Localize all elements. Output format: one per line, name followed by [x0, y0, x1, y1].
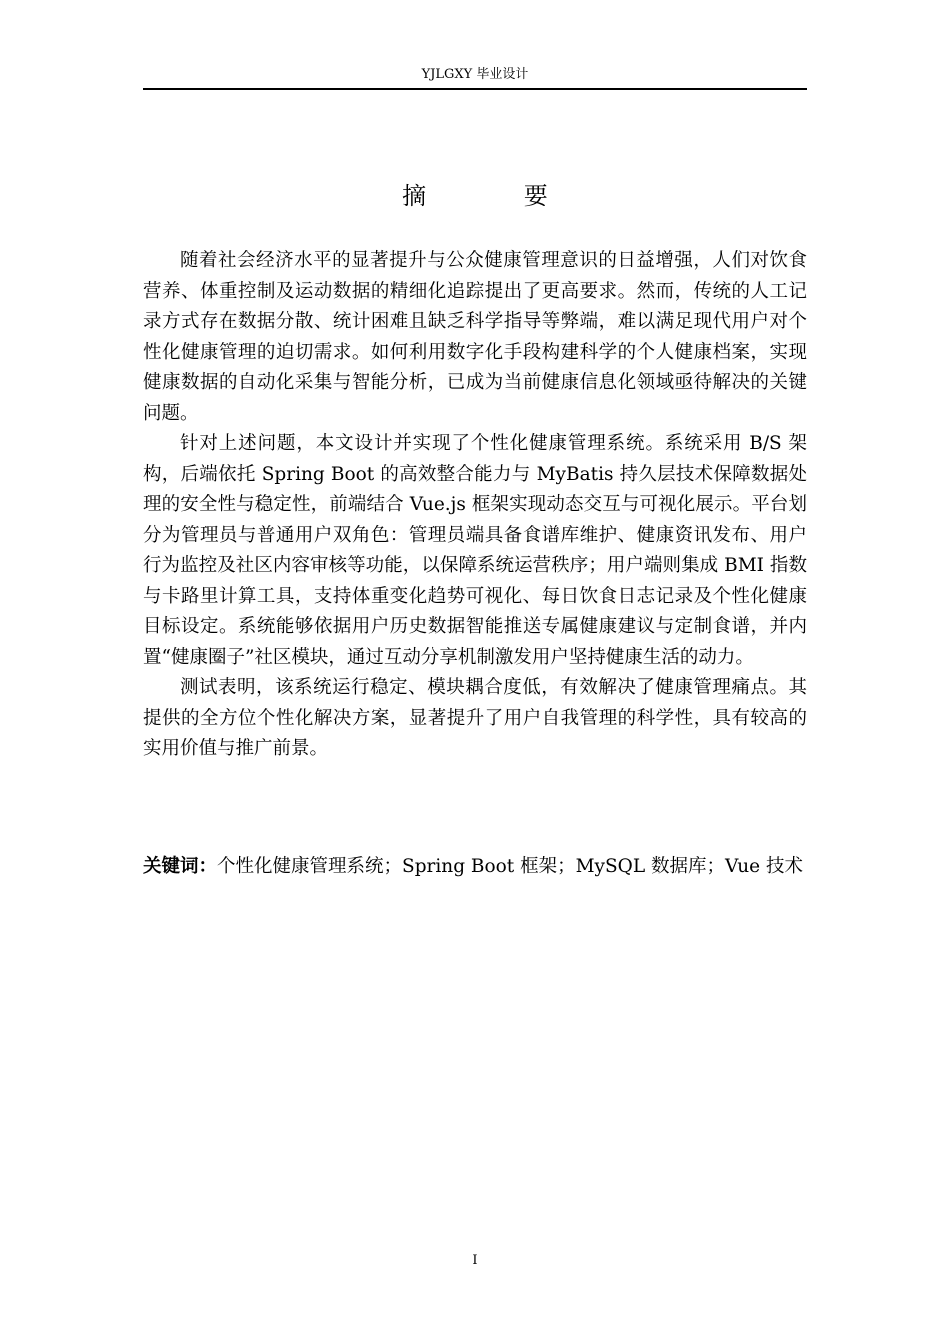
- keywords-text: 个性化健康管理系统；Spring Boot 框架；MySQL 数据库；Vue 技术: [217, 856, 803, 877]
- abstract-paragraph-1: 随着社会经济水平的显著提升与公众健康管理意识的日益增强，人们对饮食营养、体重控制及运动数据的精细化追踪提出了更高要求。然而，传统的人工记录方式存在数据分散、统计困难且缺乏科学指导等弊端，难以满足现代用户对个性化健康管理的迫切需求。如何利用数字化手段构建科学的个人健康档案，实现健康数据的自动化采集与智能分析，已成为当前健康信息化领域亟待解决的关键问题。: [143, 250, 807, 424]
- header-text: YJLGXY 毕业设计: [421, 67, 529, 82]
- abstract-paragraph-2: 针对上述问题，本文设计并实现了个性化健康管理系统。系统采用 B/S 架构，后端依托 Spring Boot 的高效整合能力与 MyBatis 持久层技术保障数据处理的安全性与稳定性，前端结合 Vue.js 框架实现动态交互与可视化展示。平台划分为管理员与普通用户双角色：管理员端具备食谱库维护、健康资讯发布、用户行为监控及社区内容审核等功能，以保障系统运营秩序；用户端则集成 BMI 指数与卡路里计算工具，支持体重变化趋势可视化、每日饮食日志记录及个性化健康目标设定。系统能够依据用户历史数据智能推送专属健康建议与定制食谱，并内置“健康圈子”社区模块，通过互动分享机制激发用户坚持健康生活的动力。: [143, 433, 807, 668]
- abstract-body: [143, 246, 807, 765]
- abstract-paragraph-3: 测试表明，该系统运行稳定、模块耦合度低，有效解决了健康管理痛点。其提供的全方位个性化解决方案，显著提升了用户自我管理的科学性，具有较高的实用价值与推广前景。: [143, 677, 807, 759]
- page-number: I: [472, 1253, 478, 1268]
- keywords-line: [143, 852, 807, 883]
- abstract-title: 摘 要: [402, 182, 593, 210]
- keywords-label: 关键词：: [143, 856, 218, 877]
- page-header: [143, 66, 807, 90]
